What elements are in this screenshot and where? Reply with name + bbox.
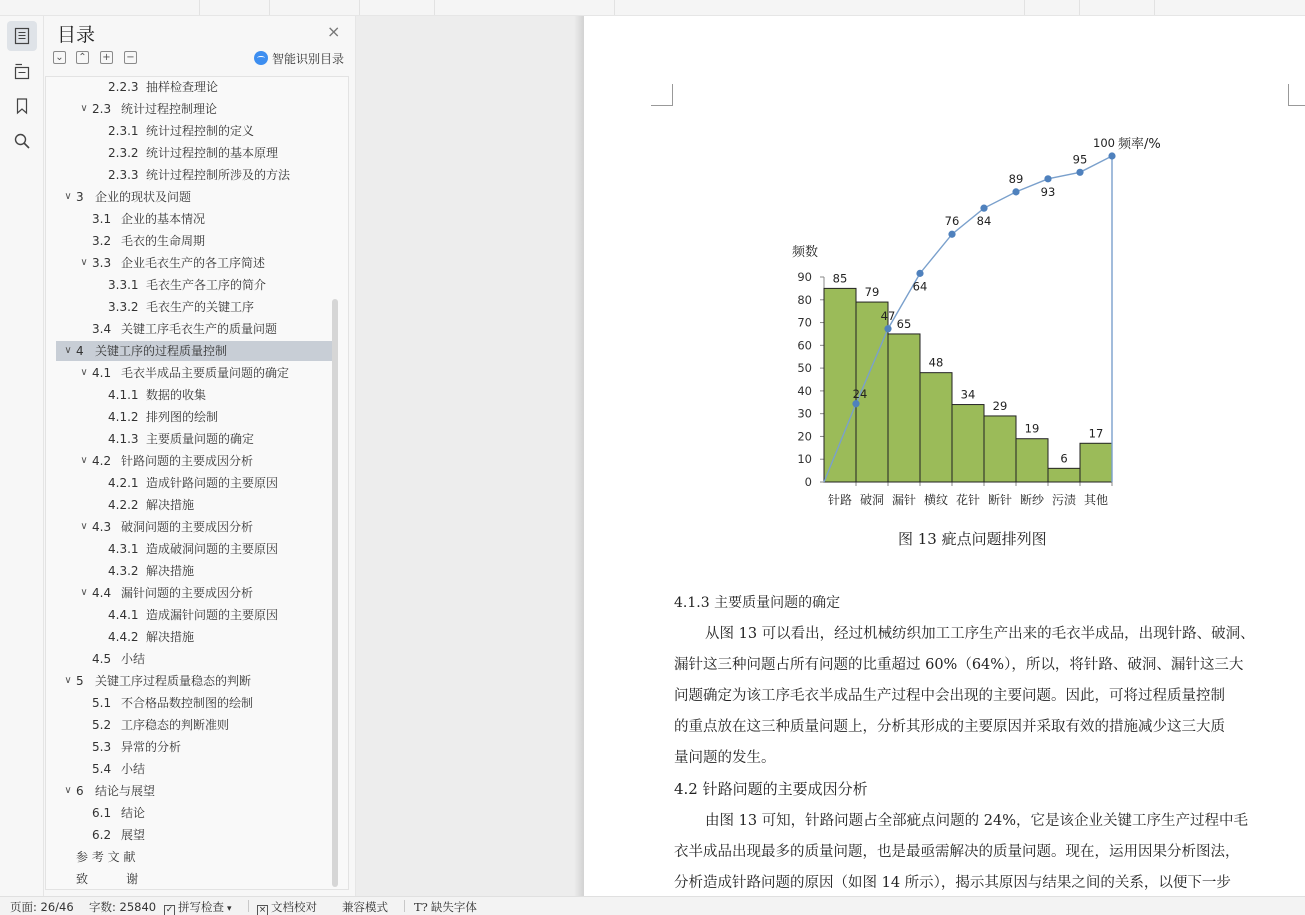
cumulative-point — [948, 231, 955, 238]
chapter-nav-icon[interactable] — [7, 56, 37, 86]
bar — [952, 405, 984, 482]
x-tick-label: 花针 — [955, 493, 981, 507]
toc-item-label: 统计过程控制的定义 — [146, 124, 255, 138]
bar-value-label: 48 — [928, 355, 944, 370]
x-tick-label: 断纱 — [1019, 493, 1045, 507]
paragraph-line: 的重点放在这三种质量问题上，分析其形成的主要原因并采取有效的措施减少这三大质 — [674, 719, 1225, 735]
toc-item-number: 4.3.1 — [108, 542, 139, 556]
toc-item[interactable] — [56, 275, 332, 295]
toc-item-number: 4.1.1 — [108, 388, 139, 402]
toc-item[interactable] — [56, 495, 332, 515]
x-tick-label: 其他 — [1083, 493, 1109, 507]
toc-item[interactable] — [56, 143, 332, 163]
paragraph-line: 漏针这三种问题占所有问题的比重超过 60%（64%），所以，将针路、破洞、漏针这三大 — [674, 657, 1244, 673]
toc-item[interactable] — [56, 385, 332, 405]
y-tick-label: 60 — [797, 338, 812, 353]
bar-value-label: 29 — [992, 398, 1008, 413]
toc-item-number: 3.3.2 — [108, 300, 139, 314]
toc-item-label: 数据的收集 — [146, 388, 207, 402]
chevron-down-icon[interactable]: ∨ — [64, 675, 72, 686]
toc-item-number: 6.2 — [92, 828, 112, 842]
toc-item-number: 3.4 — [92, 322, 112, 336]
bar — [824, 288, 856, 482]
toc-item-label: 主要质量问题的确定 — [146, 432, 255, 446]
cumulative-value-label: 95 — [1072, 152, 1088, 167]
y-tick-label: 30 — [797, 406, 812, 421]
toc-item[interactable] — [56, 429, 332, 449]
x-tick-label: 破洞 — [859, 493, 885, 507]
chevron-down-icon[interactable]: ∨ — [64, 345, 72, 356]
toc-item-label: 造成针路问题的主要原因 — [146, 476, 279, 490]
toc-title: 目录 — [57, 24, 96, 46]
toc-item[interactable] — [56, 627, 332, 647]
toc-item-label: 针路问题的主要成因分析 — [121, 454, 254, 468]
x-tick-label: 断针 — [987, 493, 1013, 507]
toc-item[interactable] — [56, 253, 332, 273]
toc-item-number: 4.3.2 — [108, 564, 139, 578]
toc-item[interactable] — [56, 539, 332, 559]
cumulative-point — [1012, 188, 1019, 195]
toc-item[interactable] — [56, 209, 332, 229]
paragraph-line: 从图 13 可以看出，经过机械纺织加工工序生产出来的毛衣半成品，出现针路、破洞、 — [705, 626, 1255, 642]
toc-item-number: 4.2.2 — [108, 498, 139, 512]
toc-item[interactable] — [56, 165, 332, 185]
heading-4-2: 4.2 针路问题的主要成因分析 — [674, 780, 868, 798]
toc-item-label: 工序稳态的判断准则 — [121, 718, 230, 732]
toc-item-label: 漏针问题的主要成因分析 — [121, 586, 254, 600]
cumulative-value-label: 100 — [1093, 136, 1115, 150]
toc-item-label: 展望 — [121, 828, 146, 842]
page-indicator[interactable]: 页面: 26/46 — [10, 900, 74, 914]
cumulative-point — [852, 400, 859, 407]
cumulative-value-label: 64 — [912, 279, 928, 294]
toc-item-number: 4.2.1 — [108, 476, 139, 490]
toc-item-label: 抽样检查理论 — [146, 80, 219, 94]
cumulative-value-label: 89 — [1008, 171, 1024, 186]
toc-item[interactable] — [56, 715, 332, 735]
y-tick-label: 20 — [797, 429, 812, 444]
toc-item-label: 结论与展望 — [95, 784, 156, 798]
toc-item-label: 造成破洞问题的主要原因 — [146, 542, 279, 556]
toc-item-label: 异常的分析 — [121, 740, 182, 754]
toc-item-label: 解决措施 — [146, 564, 195, 578]
chevron-down-icon[interactable]: ∨ — [80, 257, 88, 268]
toc-item-number: 3.2 — [92, 234, 112, 248]
toc-item[interactable] — [56, 187, 332, 207]
toc-item-label: 毛衣半成品主要质量问题的确定 — [121, 366, 290, 380]
figure-caption: 图 13 疵点问题排列图 — [898, 530, 1047, 548]
toc-item-label: 小结 — [121, 652, 146, 666]
cumulative-point — [1108, 152, 1115, 159]
toc-item-label: 毛衣生产各工序的简介 — [146, 278, 267, 292]
x-tick-label: 横纹 — [923, 493, 949, 507]
toc-item[interactable] — [56, 121, 332, 141]
toc-item-number: 5.3 — [92, 740, 112, 754]
collapse-all-icon[interactable]: ⌄ — [53, 51, 66, 64]
document-page — [584, 16, 1305, 896]
crop-mark-top-left — [651, 84, 673, 106]
paragraph-line: 量问题的发生。 — [674, 750, 776, 766]
toc-item[interactable] — [56, 737, 332, 757]
toc-item-label: 不合格品数控制图的绘制 — [121, 696, 254, 710]
bar — [1080, 443, 1112, 482]
toc-item[interactable] — [56, 451, 332, 471]
toc-item-number: 5.1 — [92, 696, 112, 710]
heading-4-1-3: 4.1.3 主要质量问题的确定 — [674, 595, 841, 611]
cumulative-point — [980, 205, 987, 212]
toc-item-number: 6.1 — [92, 806, 112, 820]
close-icon[interactable]: × — [327, 22, 341, 41]
toc-item-label: 关键工序过程质量稳态的判断 — [95, 674, 252, 688]
toc-item-label: 造成漏针问题的主要原因 — [146, 608, 279, 622]
x-tick-label: 污渍 — [1051, 493, 1077, 507]
top-strip — [0, 0, 1305, 16]
toc-item-label: 企业的基本情况 — [121, 212, 206, 226]
chevron-down-icon[interactable]: ∨ — [80, 455, 88, 466]
toc-item[interactable] — [56, 671, 332, 691]
secondary-axis-label: 频率/% — [1118, 137, 1161, 152]
bar — [920, 373, 952, 482]
toc-item-number: 4.3 — [92, 520, 112, 534]
toc-item[interactable] — [56, 77, 332, 97]
toc-item-label: 解决措施 — [146, 498, 195, 512]
ai-icon — [254, 51, 268, 65]
cumulative-point — [916, 270, 923, 277]
bar — [1048, 468, 1080, 482]
toc-item-label: 企业毛衣生产的各工序简述 — [121, 256, 266, 270]
paragraph-line: 分析造成针路问题的原因（如图 14 所示），揭示其原因与结果之间的关系，以便下一步 — [674, 875, 1231, 891]
add-heading-icon[interactable]: + — [100, 51, 113, 64]
remove-heading-icon[interactable]: − — [124, 51, 137, 64]
toc-item[interactable] — [56, 473, 332, 493]
chevron-down-icon[interactable]: ∨ — [80, 367, 88, 378]
cumulative-value-label: 93 — [1040, 184, 1056, 199]
bar-value-label: 19 — [1024, 421, 1040, 436]
smart-recognize-toc-button[interactable] — [254, 50, 344, 66]
toc-item[interactable] — [56, 583, 332, 603]
toc-item[interactable] — [56, 825, 332, 845]
paragraph-line: 问题确定为该工序毛衣半成品生产过程中会出现的主要问题。因此，可将过程质量控制 — [674, 688, 1225, 704]
toc-item[interactable] — [56, 693, 332, 713]
paragraph-line: 衣半成品出现最多的质量问题，也是最亟需解决的质量问题。现在，运用因果分析图法， — [674, 844, 1240, 860]
y-tick-label: 0 — [804, 475, 812, 489]
toc-item[interactable] — [56, 561, 332, 581]
toc-item-number: 6 — [76, 784, 84, 798]
chevron-down-icon[interactable]: ∨ — [80, 587, 88, 598]
toc-item-number: 3.1 — [92, 212, 112, 226]
toc-item[interactable] — [56, 517, 332, 537]
toc-item[interactable] — [56, 363, 332, 383]
toc-item-number: 5.4 — [92, 762, 112, 776]
status-bar — [0, 896, 1305, 915]
toc-item[interactable] — [56, 231, 332, 251]
x-tick-label: 漏针 — [891, 493, 917, 507]
cumulative-point — [1044, 175, 1051, 182]
check-icon: ✓ — [165, 905, 174, 915]
toc-item-number: 2.3.2 — [108, 146, 139, 160]
toc-item-label: 毛衣的生命周期 — [121, 234, 206, 248]
chevron-down-icon[interactable]: ∨ — [64, 785, 72, 796]
toc-item[interactable] — [56, 407, 332, 427]
toc-item-number: 4.1.3 — [108, 432, 139, 446]
chevron-down-icon[interactable]: ∨ — [80, 103, 88, 114]
bookmark-icon[interactable] — [7, 91, 37, 121]
toc-item[interactable] — [56, 759, 332, 779]
toc-item[interactable] — [56, 649, 332, 669]
toc-item-label: 毛衣生产的关键工序 — [146, 300, 255, 314]
bar-value-label: 65 — [896, 316, 912, 331]
toc-panel — [44, 16, 356, 896]
y-tick-label: 70 — [797, 315, 812, 330]
toc-item-label: 企业的现状及问题 — [95, 190, 192, 204]
expand-all-icon[interactable]: ⌃ — [76, 51, 89, 64]
chevron-down-icon[interactable]: ∨ — [80, 521, 88, 532]
y-tick-label: 90 — [797, 270, 812, 284]
compatibility-mode[interactable]: 兼容模式 — [342, 900, 388, 914]
toc-item[interactable] — [56, 869, 332, 889]
toc-item[interactable] — [56, 319, 332, 339]
y-tick-label: 40 — [797, 383, 812, 398]
x-tick-label: 针路 — [827, 493, 853, 507]
missing-font-label: 缺失字体 — [430, 900, 477, 914]
y-axis-label: 频数 — [792, 245, 819, 260]
toc-item-label: 小结 — [121, 762, 146, 776]
proofread-icon: × — [258, 905, 267, 915]
spell-check-label: 拼写检查 — [178, 900, 224, 914]
toc-item-number: 3 — [76, 190, 84, 204]
bar-value-label: 85 — [832, 271, 848, 286]
toc-item-number: 3.3.1 — [108, 278, 139, 292]
crop-mark-top-right — [1288, 84, 1305, 106]
toc-item-number: 4.5 — [92, 652, 112, 666]
y-tick-label: 80 — [797, 292, 812, 307]
pareto-chart — [774, 112, 1194, 522]
toc-item[interactable] — [56, 781, 332, 801]
toc-item-number: 4.1 — [92, 366, 112, 380]
toc-item[interactable] — [56, 605, 332, 625]
toc-item[interactable] — [56, 803, 332, 823]
toc-item-label: 统计过程控制所涉及的方法 — [146, 168, 291, 182]
document-proofread-button[interactable] — [257, 900, 317, 915]
y-tick-label: 50 — [797, 361, 812, 376]
toc-view-icon[interactable] — [7, 21, 37, 51]
cumulative-value-label: 84 — [976, 214, 992, 229]
toc-item-label: 关键工序毛衣生产的质量问题 — [121, 322, 278, 336]
toc-item-label: 关键工序的过程质量控制 — [95, 344, 228, 358]
page-gutter — [356, 16, 584, 896]
cumulative-value-label: 47 — [880, 308, 896, 323]
toc-item-label: 致 谢 — [76, 872, 139, 886]
toc-item-number: 4.4.2 — [108, 630, 139, 644]
toc-item-number: 4.4 — [92, 586, 112, 600]
bar-value-label: 17 — [1088, 426, 1104, 441]
bar-value-label: 6 — [1060, 451, 1068, 466]
bar — [1016, 439, 1048, 482]
bar-value-label: 79 — [864, 285, 880, 300]
spell-check-button[interactable] — [164, 900, 232, 915]
missing-font-button[interactable] — [414, 900, 477, 915]
toc-item-label: 破洞问题的主要成因分析 — [121, 520, 254, 534]
toc-item[interactable] — [56, 341, 332, 361]
cumulative-value-label: 76 — [944, 214, 960, 229]
toc-item-label: 解决措施 — [146, 630, 195, 644]
toc-item-number: 3.3 — [92, 256, 112, 270]
toc-item-number: 4.1.2 — [108, 410, 139, 424]
toc-item-label: 结论 — [121, 806, 146, 820]
search-icon[interactable] — [7, 126, 37, 156]
paragraph-line: 由图 13 可知，针路问题占全部疵点问题的 24%，它是该企业关键工序生产过程中毛 — [705, 813, 1249, 829]
toc-item-number: 4 — [76, 344, 84, 358]
toc-item-number: 2.3.1 — [108, 124, 139, 138]
toc-item-number: 2.2.3 — [108, 80, 139, 94]
font-icon: T? — [414, 900, 428, 914]
cumulative-point — [1076, 169, 1083, 176]
toc-item-label: 排列图的绘制 — [146, 410, 219, 424]
toc-item-number: 2.3.3 — [108, 168, 139, 182]
y-tick-label: 10 — [797, 452, 812, 467]
toc-item-number: 4.2 — [92, 454, 112, 468]
toc-item-label: 统计过程控制的基本原理 — [146, 146, 279, 160]
bar — [888, 334, 920, 482]
toc-item-label: 统计过程控制理论 — [121, 102, 218, 116]
toc-scrollbar[interactable] — [332, 299, 338, 887]
proofread-label: 文档校对 — [271, 900, 317, 914]
toc-item-number: 5 — [76, 674, 84, 688]
cumulative-value-label: 24 — [852, 386, 868, 401]
toc-item-number: 4.4.1 — [108, 608, 139, 622]
dropdown-arrow-icon: ▾ — [227, 904, 232, 914]
toc-item[interactable] — [56, 99, 332, 119]
word-count[interactable]: 字数: 25840 — [89, 900, 157, 914]
toc-item[interactable] — [56, 297, 332, 317]
toc-item-label: 参 考 文 献 — [76, 850, 136, 864]
smart-recognize-label: 智能识别目录 — [272, 51, 345, 66]
bar — [984, 416, 1016, 482]
navigation-icon-bar — [0, 16, 44, 896]
toc-item-number: 2.3 — [92, 102, 112, 116]
bar-value-label: 34 — [960, 387, 976, 402]
toc-item[interactable] — [56, 847, 332, 867]
chevron-down-icon[interactable]: ∨ — [64, 191, 72, 202]
toc-list — [45, 76, 349, 890]
cumulative-point — [884, 325, 891, 332]
toc-item-number: 5.2 — [92, 718, 112, 732]
